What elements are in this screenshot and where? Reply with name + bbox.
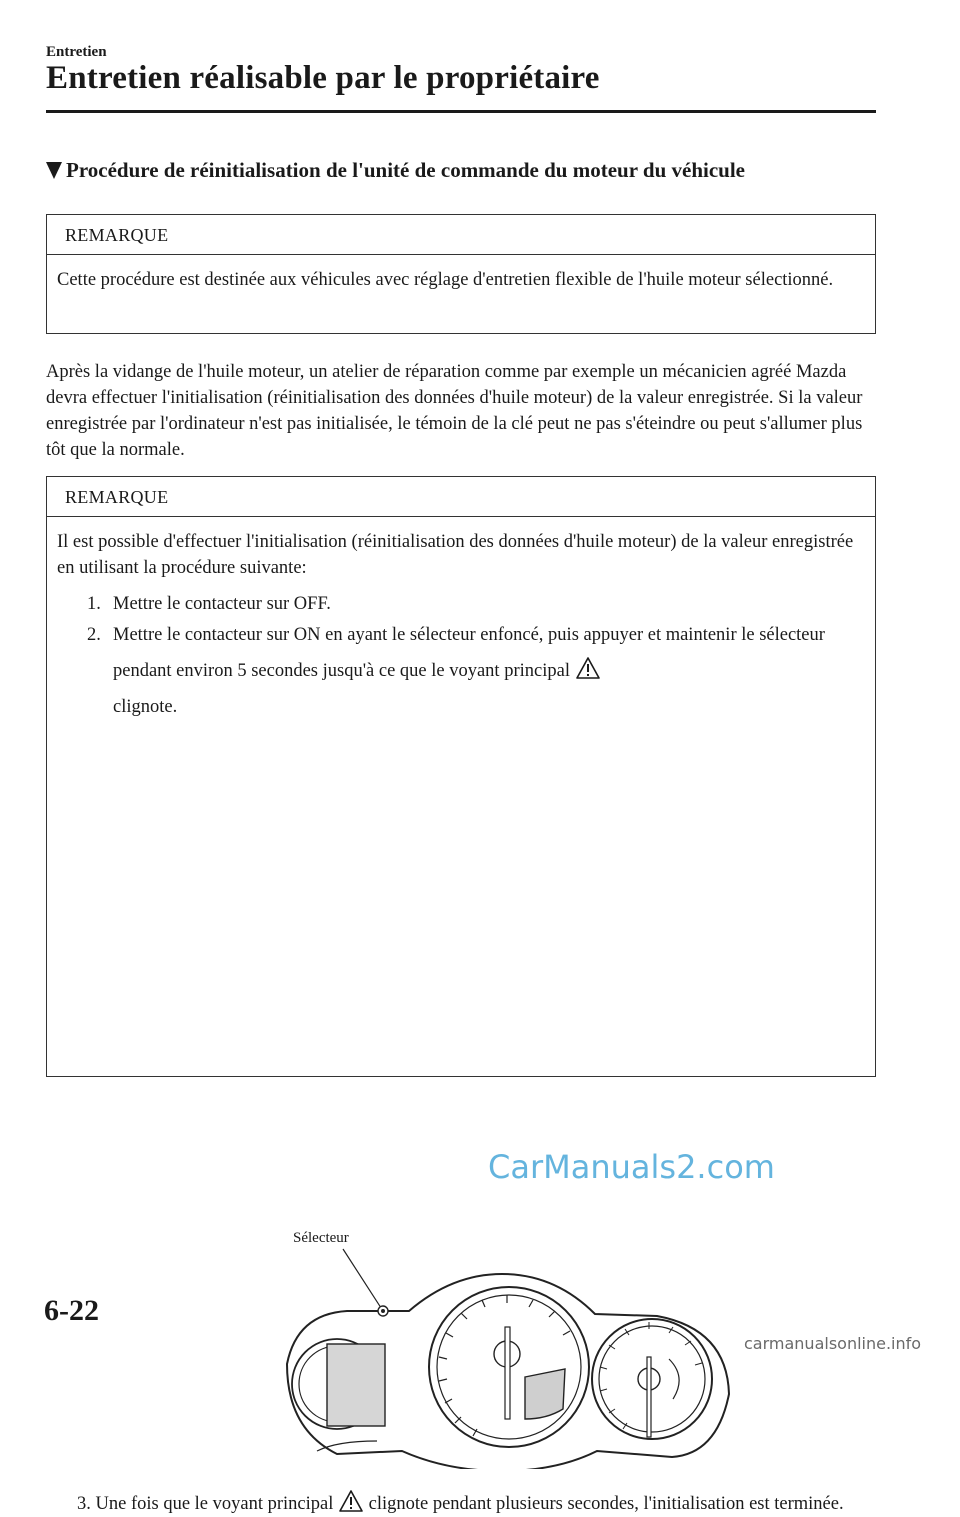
step-list <box>57 591 865 725</box>
instrument-cluster-figure <box>277 1219 747 1469</box>
step-text: Mettre le contacteur sur OFF. <box>113 594 331 614</box>
step-item <box>57 617 865 725</box>
warning-triangle-icon <box>575 656 601 680</box>
note-body: Cette procédure est destinée aux véhicules avec réglage d'entretien flexible de l'huile moteur sélectionné. <box>57 270 834 290</box>
triangle-down-icon <box>46 162 62 179</box>
page-title: Entretien réalisable par le propriétaire <box>46 60 600 96</box>
title-rule <box>46 110 876 113</box>
step-item <box>57 591 865 617</box>
note-box-1 <box>46 214 876 334</box>
note-intro: Il est possible d'effectuer l'initialisation (réinitialisation des données d'huile moteur) de la valeur enregistrée en utilisant la procédure suivante: <box>57 532 854 578</box>
step-number: 2. <box>87 625 101 645</box>
step-text: Mettre le contacteur sur ON en ayant le sélecteur enfoncé, puis appuyer et maintenir le sélecteur pendant environ 5 secondes jusqu'à ce que le voyant principal <box>113 625 825 681</box>
footer-site: carmanualsonline.info <box>744 1334 922 1353</box>
page-number: 6-22 <box>44 1294 99 1327</box>
warning-triangle-icon <box>338 1489 364 1513</box>
step-item <box>77 1489 867 1517</box>
step-number: 3. <box>77 1494 91 1514</box>
step-number: 1. <box>87 594 101 614</box>
instrument-cluster-illustration <box>277 1219 747 1469</box>
body-paragraph: Après la vidange de l'huile moteur, un atelier de réparation comme par exemple un mécanicien agréé Mazda devra effectuer l'initialisation (réinitialisation des données d'huile moteur) de la valeur enregistrée. Si la valeur enregistrée par l'ordinateur n'est pas initialisée, le témoin de la clé peut ne pas s'éteindre ou peut s'allumer plus tôt que la normale. <box>46 362 863 460</box>
step-text-end: clignote. <box>113 697 178 717</box>
figure-label-selector: Sélecteur <box>293 1230 349 1246</box>
note-heading: REMARQUE <box>47 215 875 255</box>
step-text-end: clignote pendant plusieurs secondes, l'initialisation est terminée. <box>368 1494 844 1514</box>
step-text: Une fois que le voyant principal <box>95 1494 334 1514</box>
subsection-title: Procédure de réinitialisation de l'unité de commande du moteur du véhicule <box>66 158 745 182</box>
subsection-heading <box>46 158 745 183</box>
section-label: Entretien <box>46 44 107 60</box>
note-heading: REMARQUE <box>47 477 875 517</box>
watermark-logo: CarManuals2.com <box>488 1148 775 1186</box>
